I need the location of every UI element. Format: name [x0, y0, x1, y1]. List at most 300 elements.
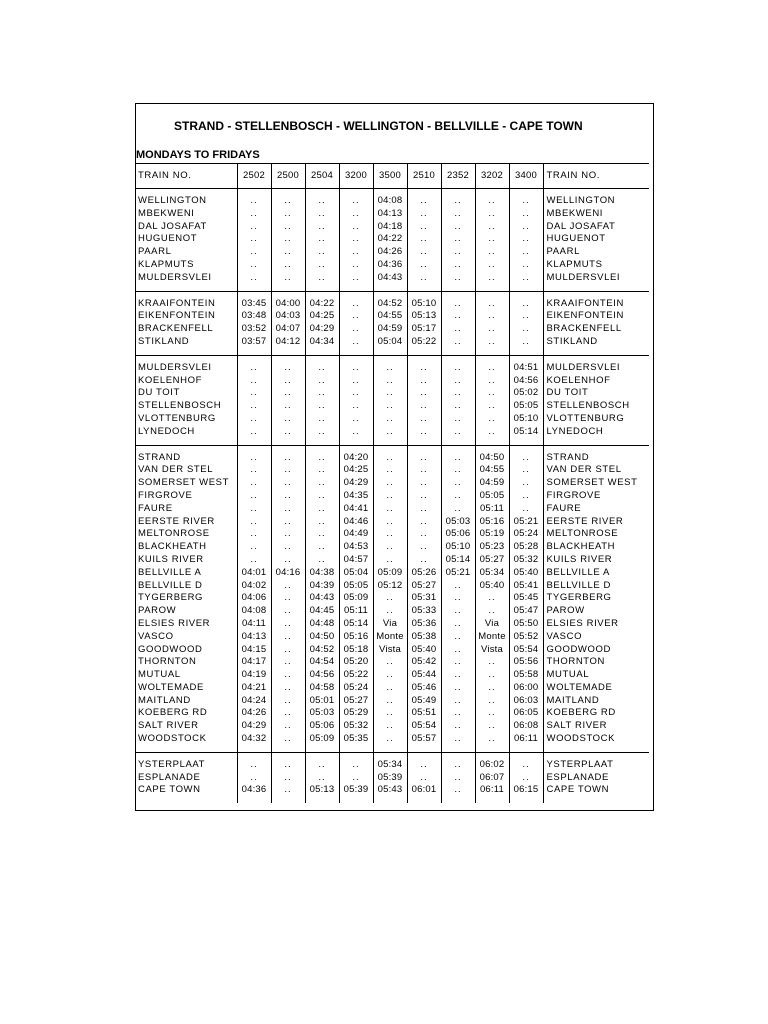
departure-time: 06:15 — [509, 784, 543, 797]
departure-time: .. — [339, 387, 373, 400]
station-name: MBEKWENI — [543, 208, 649, 221]
departure-time: 04:20 — [339, 452, 373, 465]
departure-time: 05:51 — [407, 707, 441, 720]
departure-time: .. — [305, 464, 339, 477]
station-name: DAL JOSAFAT — [543, 221, 649, 234]
departure-time: .. — [305, 375, 339, 388]
departure-time: .. — [373, 426, 407, 439]
station-name: KLAPMUTS — [138, 258, 195, 270]
departure-time: .. — [373, 554, 407, 567]
station-name: THORNTON — [543, 656, 649, 669]
table-row — [135, 221, 649, 234]
spacer-cell — [339, 797, 373, 803]
header-label: TRAIN NO. — [135, 164, 237, 189]
departure-time: .. — [407, 195, 441, 208]
station-name: FIRGROVE — [138, 489, 193, 501]
timetable — [135, 163, 649, 803]
departure-time: 05:34 — [475, 567, 509, 580]
departure-time: .. — [271, 400, 305, 413]
departure-time: 04:24 — [237, 695, 271, 708]
table-row — [135, 310, 649, 323]
departure-time: 04:22 — [305, 298, 339, 311]
departure-time: .. — [441, 784, 475, 797]
station-name: CAPE TOWN — [543, 784, 649, 797]
table-row — [135, 208, 649, 221]
departure-time: 05:21 — [509, 516, 543, 529]
departure-time: .. — [237, 259, 271, 272]
departure-time: .. — [305, 490, 339, 503]
departure-time: .. — [441, 669, 475, 682]
station-name: WOLTEMADE — [543, 682, 649, 695]
departure-time: .. — [237, 490, 271, 503]
departure-time: .. — [373, 413, 407, 426]
station-name: BELLVILLE A — [543, 567, 649, 580]
table-row — [135, 631, 649, 644]
station-name: PAARL — [543, 246, 649, 259]
departure-time: 04:21 — [237, 682, 271, 695]
spacer-cell — [135, 797, 237, 803]
station-name: SOMERSET WEST — [543, 477, 649, 490]
departure-time: 03:48 — [237, 310, 271, 323]
departure-time: 05:14 — [441, 554, 475, 567]
station-name: KOEBERG RD — [138, 707, 208, 719]
departure-time: .. — [509, 208, 543, 221]
train-number: 3202 — [475, 164, 509, 189]
train-number: 3400 — [509, 164, 543, 189]
station-name: ESPLANADE — [138, 771, 201, 783]
departure-time: .. — [373, 477, 407, 490]
departure-time: .. — [407, 272, 441, 285]
station-name: BELLVILLE D — [543, 580, 649, 593]
departure-time: 05:50 — [509, 618, 543, 631]
departure-time: .. — [475, 707, 509, 720]
departure-time: 04:55 — [373, 310, 407, 323]
departure-time: 04:54 — [305, 656, 339, 669]
departure-time: 04:29 — [339, 477, 373, 490]
departure-time: 05:10 — [407, 298, 441, 311]
spacer-cell — [305, 797, 339, 803]
spacer-cell — [237, 797, 271, 803]
departure-time: .. — [237, 516, 271, 529]
departure-time: .. — [339, 221, 373, 234]
departure-time: .. — [305, 362, 339, 375]
table-row — [135, 195, 649, 208]
station-name: MULDERSVLEI — [138, 361, 212, 373]
station-name: KLAPMUTS — [543, 259, 649, 272]
train-number: 2352 — [441, 164, 475, 189]
departure-time: .. — [271, 631, 305, 644]
departure-time: .. — [509, 323, 543, 336]
departure-time: 05:21 — [441, 567, 475, 580]
departure-time: .. — [305, 272, 339, 285]
departure-time: 05:29 — [339, 707, 373, 720]
departure-time: 05:28 — [509, 541, 543, 554]
departure-time: .. — [441, 720, 475, 733]
departure-time: .. — [237, 554, 271, 567]
departure-time: .. — [509, 298, 543, 311]
departure-time: .. — [475, 272, 509, 285]
departure-time: .. — [373, 669, 407, 682]
table-row — [135, 656, 649, 669]
departure-time: .. — [373, 464, 407, 477]
departure-time: .. — [271, 477, 305, 490]
station-name: KRAAIFONTEIN — [138, 297, 216, 309]
table-row — [135, 567, 649, 580]
station-name: EERSTE RIVER — [138, 515, 215, 527]
departure-time: .. — [407, 233, 441, 246]
station-name: LYNEDOCH — [543, 426, 649, 439]
departure-time: .. — [373, 516, 407, 529]
departure-time: 04:52 — [305, 644, 339, 657]
station-name: EIKENFONTEIN — [543, 310, 649, 323]
departure-time: 04:41 — [339, 503, 373, 516]
departure-time: 04:07 — [271, 323, 305, 336]
departure-time: .. — [441, 362, 475, 375]
station-name: EERSTE RIVER — [543, 516, 649, 529]
table-row — [135, 554, 649, 567]
departure-time: .. — [509, 310, 543, 323]
departure-time: .. — [237, 413, 271, 426]
station-name: ESPLANADE — [543, 772, 649, 785]
departure-time: 05:09 — [305, 733, 339, 746]
departure-time: 05:10 — [441, 541, 475, 554]
departure-time: .. — [271, 656, 305, 669]
departure-time: 04:43 — [373, 272, 407, 285]
departure-time: .. — [407, 246, 441, 259]
station-name: WOODSTOCK — [138, 733, 207, 745]
departure-time: .. — [475, 592, 509, 605]
departure-time: .. — [271, 516, 305, 529]
departure-time: .. — [509, 452, 543, 465]
departure-time: .. — [475, 387, 509, 400]
departure-time: .. — [475, 362, 509, 375]
departure-time: .. — [475, 375, 509, 388]
station-name: KOEBERG RD — [543, 707, 649, 720]
train-number: 2510 — [407, 164, 441, 189]
departure-time: 04:11 — [237, 618, 271, 631]
departure-time: .. — [305, 426, 339, 439]
station-name: TYGERBERG — [138, 592, 204, 604]
departure-time: 05:27 — [339, 695, 373, 708]
departure-time: 05:57 — [407, 733, 441, 746]
departure-time: .. — [441, 477, 475, 490]
departure-time: 05:34 — [373, 759, 407, 772]
train-number: 3500 — [373, 164, 407, 189]
table-row — [135, 592, 649, 605]
table-row — [135, 477, 649, 490]
departure-time: 05:17 — [407, 323, 441, 336]
departure-time: .. — [407, 464, 441, 477]
departure-time: .. — [509, 490, 543, 503]
departure-time: 05:56 — [509, 656, 543, 669]
departure-time: .. — [271, 195, 305, 208]
departure-time: .. — [373, 362, 407, 375]
station-name: HUGUENOT — [138, 233, 198, 245]
departure-time: 04:16 — [271, 567, 305, 580]
station-name: BRACKENFELL — [138, 323, 214, 335]
departure-time: Monte — [475, 631, 509, 644]
departure-time: 05:41 — [509, 580, 543, 593]
departure-time: .. — [271, 490, 305, 503]
spacer-cell — [475, 797, 509, 803]
departure-time: .. — [475, 336, 509, 349]
departure-time: 05:14 — [339, 618, 373, 631]
station-name: BLACKHEATH — [543, 541, 649, 554]
departure-time: 05:36 — [407, 618, 441, 631]
departure-time: .. — [441, 375, 475, 388]
schedule-subtitle: MONDAYS TO FRIDAYS — [136, 149, 260, 161]
train-number: 2500 — [271, 164, 305, 189]
departure-time: .. — [271, 375, 305, 388]
departure-time: .. — [271, 644, 305, 657]
departure-time: .. — [339, 413, 373, 426]
departure-time: 04:32 — [237, 733, 271, 746]
header-label: TRAIN NO. — [543, 164, 649, 189]
table-row — [135, 605, 649, 618]
departure-time: 05:24 — [339, 682, 373, 695]
departure-time: 05:32 — [339, 720, 373, 733]
departure-time: 04:56 — [305, 669, 339, 682]
departure-time: 05:58 — [509, 669, 543, 682]
spacer-cell — [271, 797, 305, 803]
departure-time: .. — [407, 772, 441, 785]
departure-time: .. — [271, 528, 305, 541]
spacer-cell — [441, 797, 475, 803]
station-name: FAURE — [138, 502, 173, 514]
departure-time: .. — [475, 323, 509, 336]
departure-time: Vista — [373, 644, 407, 657]
departure-time: .. — [407, 426, 441, 439]
departure-time: .. — [407, 528, 441, 541]
departure-time: .. — [475, 233, 509, 246]
departure-time: 05:40 — [407, 644, 441, 657]
departure-time: .. — [339, 400, 373, 413]
departure-time: 05:39 — [339, 784, 373, 797]
departure-time: .. — [373, 387, 407, 400]
departure-time: .. — [237, 195, 271, 208]
table-row — [135, 541, 649, 554]
departure-time: Vista — [475, 644, 509, 657]
departure-time: 05:13 — [407, 310, 441, 323]
station-name: YSTERPLAAT — [543, 759, 649, 772]
station-name: STIKLAND — [543, 336, 649, 349]
departure-time: 06:02 — [475, 759, 509, 772]
departure-time: .. — [441, 503, 475, 516]
station-name: EIKENFONTEIN — [138, 310, 216, 322]
station-name: STRAND — [543, 452, 649, 465]
station-name: GOODWOOD — [543, 644, 649, 657]
station-name: VAN DER STEL — [138, 464, 214, 476]
departure-time: 04:08 — [237, 605, 271, 618]
station-name: KRAAIFONTEIN — [543, 298, 649, 311]
departure-time: 04:26 — [237, 707, 271, 720]
departure-time: .. — [441, 682, 475, 695]
departure-time: .. — [407, 477, 441, 490]
station-name: MELTONROSE — [543, 528, 649, 541]
departure-time: .. — [441, 490, 475, 503]
departure-time: .. — [407, 375, 441, 388]
station-name: KUILS RIVER — [543, 554, 649, 567]
departure-time: .. — [271, 618, 305, 631]
departure-time: .. — [305, 400, 339, 413]
departure-time: .. — [407, 490, 441, 503]
departure-time: .. — [339, 759, 373, 772]
departure-time: .. — [441, 695, 475, 708]
departure-time: 04:17 — [237, 656, 271, 669]
departure-time: .. — [475, 682, 509, 695]
departure-time: .. — [305, 246, 339, 259]
departure-time: .. — [237, 272, 271, 285]
table-row — [135, 426, 649, 439]
departure-time: .. — [509, 221, 543, 234]
departure-time: 04:59 — [373, 323, 407, 336]
table-row — [135, 516, 649, 529]
departure-time: 05:54 — [407, 720, 441, 733]
table-row — [135, 618, 649, 631]
departure-time: 04:00 — [271, 298, 305, 311]
departure-time: Via — [373, 618, 407, 631]
table-row — [135, 772, 649, 785]
departure-time: 05:27 — [475, 554, 509, 567]
table-row — [135, 580, 649, 593]
station-name: MULDERSVLEI — [543, 272, 649, 285]
departure-time: 04:56 — [509, 375, 543, 388]
departure-time: .. — [271, 272, 305, 285]
station-name: MAITLAND — [138, 694, 191, 706]
departure-time: .. — [373, 720, 407, 733]
departure-time: .. — [509, 503, 543, 516]
departure-time: .. — [339, 336, 373, 349]
station-name: BELLVILLE A — [138, 566, 202, 578]
departure-time: 04:03 — [271, 310, 305, 323]
train-number: 3200 — [339, 164, 373, 189]
departure-time: .. — [305, 195, 339, 208]
departure-time: .. — [407, 400, 441, 413]
departure-time: .. — [475, 605, 509, 618]
departure-time: .. — [373, 733, 407, 746]
departure-time: 04:38 — [305, 567, 339, 580]
departure-time: 04:58 — [305, 682, 339, 695]
departure-time: 05:26 — [407, 567, 441, 580]
departure-time: 05:09 — [373, 567, 407, 580]
departure-time: .. — [373, 605, 407, 618]
station-name: STIKLAND — [138, 335, 190, 347]
departure-time: .. — [271, 413, 305, 426]
departure-time: 04:18 — [373, 221, 407, 234]
station-name: MULDERSVLEI — [138, 271, 212, 283]
departure-time: .. — [271, 362, 305, 375]
departure-time: 04:55 — [475, 464, 509, 477]
departure-time: .. — [373, 707, 407, 720]
table-row — [135, 336, 649, 349]
departure-time: .. — [305, 554, 339, 567]
departure-time: 05:43 — [373, 784, 407, 797]
table-row — [135, 298, 649, 311]
departure-time: Via — [475, 618, 509, 631]
departure-time: 06:11 — [475, 784, 509, 797]
departure-time: .. — [305, 541, 339, 554]
departure-time: .. — [441, 464, 475, 477]
departure-time: .. — [475, 695, 509, 708]
station-name: MULDERSVLEI — [543, 362, 649, 375]
table-row — [135, 259, 649, 272]
table-row — [135, 246, 649, 259]
departure-time: 06:03 — [509, 695, 543, 708]
departure-time: .. — [441, 592, 475, 605]
departure-time: .. — [271, 259, 305, 272]
departure-time: .. — [305, 413, 339, 426]
departure-time: .. — [373, 528, 407, 541]
table-row — [135, 503, 649, 516]
departure-time: 04:25 — [305, 310, 339, 323]
departure-time: .. — [373, 541, 407, 554]
departure-time: 05:33 — [407, 605, 441, 618]
departure-time: .. — [475, 298, 509, 311]
station-name: WELLINGTON — [138, 195, 207, 206]
departure-time: 04:43 — [305, 592, 339, 605]
departure-time: 04:36 — [373, 259, 407, 272]
departure-time: 04:06 — [237, 592, 271, 605]
station-name: WOLTEMADE — [138, 681, 204, 693]
departure-time: .. — [441, 452, 475, 465]
departure-time: .. — [237, 400, 271, 413]
table-row — [135, 759, 649, 772]
departure-time: .. — [509, 246, 543, 259]
departure-time: 04:59 — [475, 477, 509, 490]
departure-time: .. — [441, 221, 475, 234]
departure-time: 05:04 — [339, 567, 373, 580]
station-name: STELLENBOSCH — [543, 400, 649, 413]
spacer-cell — [543, 797, 649, 803]
station-name: PAROW — [138, 605, 177, 617]
departure-time: 05:03 — [305, 707, 339, 720]
departure-time: .. — [305, 503, 339, 516]
departure-time: .. — [475, 413, 509, 426]
departure-time: .. — [339, 233, 373, 246]
table-row — [135, 490, 649, 503]
departure-time: .. — [271, 733, 305, 746]
train-number: 2504 — [305, 164, 339, 189]
departure-time: 05:02 — [509, 387, 543, 400]
departure-time: .. — [237, 387, 271, 400]
departure-time: .. — [271, 387, 305, 400]
departure-time: 05:06 — [441, 528, 475, 541]
station-name: DU TOIT — [138, 387, 180, 399]
spacer-cell — [407, 797, 441, 803]
departure-time: .. — [339, 362, 373, 375]
departure-time: 05:05 — [475, 490, 509, 503]
departure-time: 04:36 — [237, 784, 271, 797]
departure-time: 04:39 — [305, 580, 339, 593]
departure-time: .. — [441, 605, 475, 618]
departure-time: 04:29 — [237, 720, 271, 733]
station-name: STELLENBOSCH — [138, 400, 222, 412]
station-name: THORNTON — [138, 656, 197, 668]
departure-time: 03:57 — [237, 336, 271, 349]
station-name: VAN DER STEL — [543, 464, 649, 477]
departure-time: .. — [373, 695, 407, 708]
departure-time: .. — [373, 592, 407, 605]
departure-time: 04:01 — [237, 567, 271, 580]
departure-time: 04:08 — [373, 195, 407, 208]
departure-time: .. — [441, 733, 475, 746]
departure-time: .. — [475, 733, 509, 746]
departure-time: .. — [237, 759, 271, 772]
departure-time: .. — [407, 221, 441, 234]
departure-time: .. — [509, 464, 543, 477]
departure-time: 05:04 — [373, 336, 407, 349]
departure-time: 04:13 — [237, 631, 271, 644]
